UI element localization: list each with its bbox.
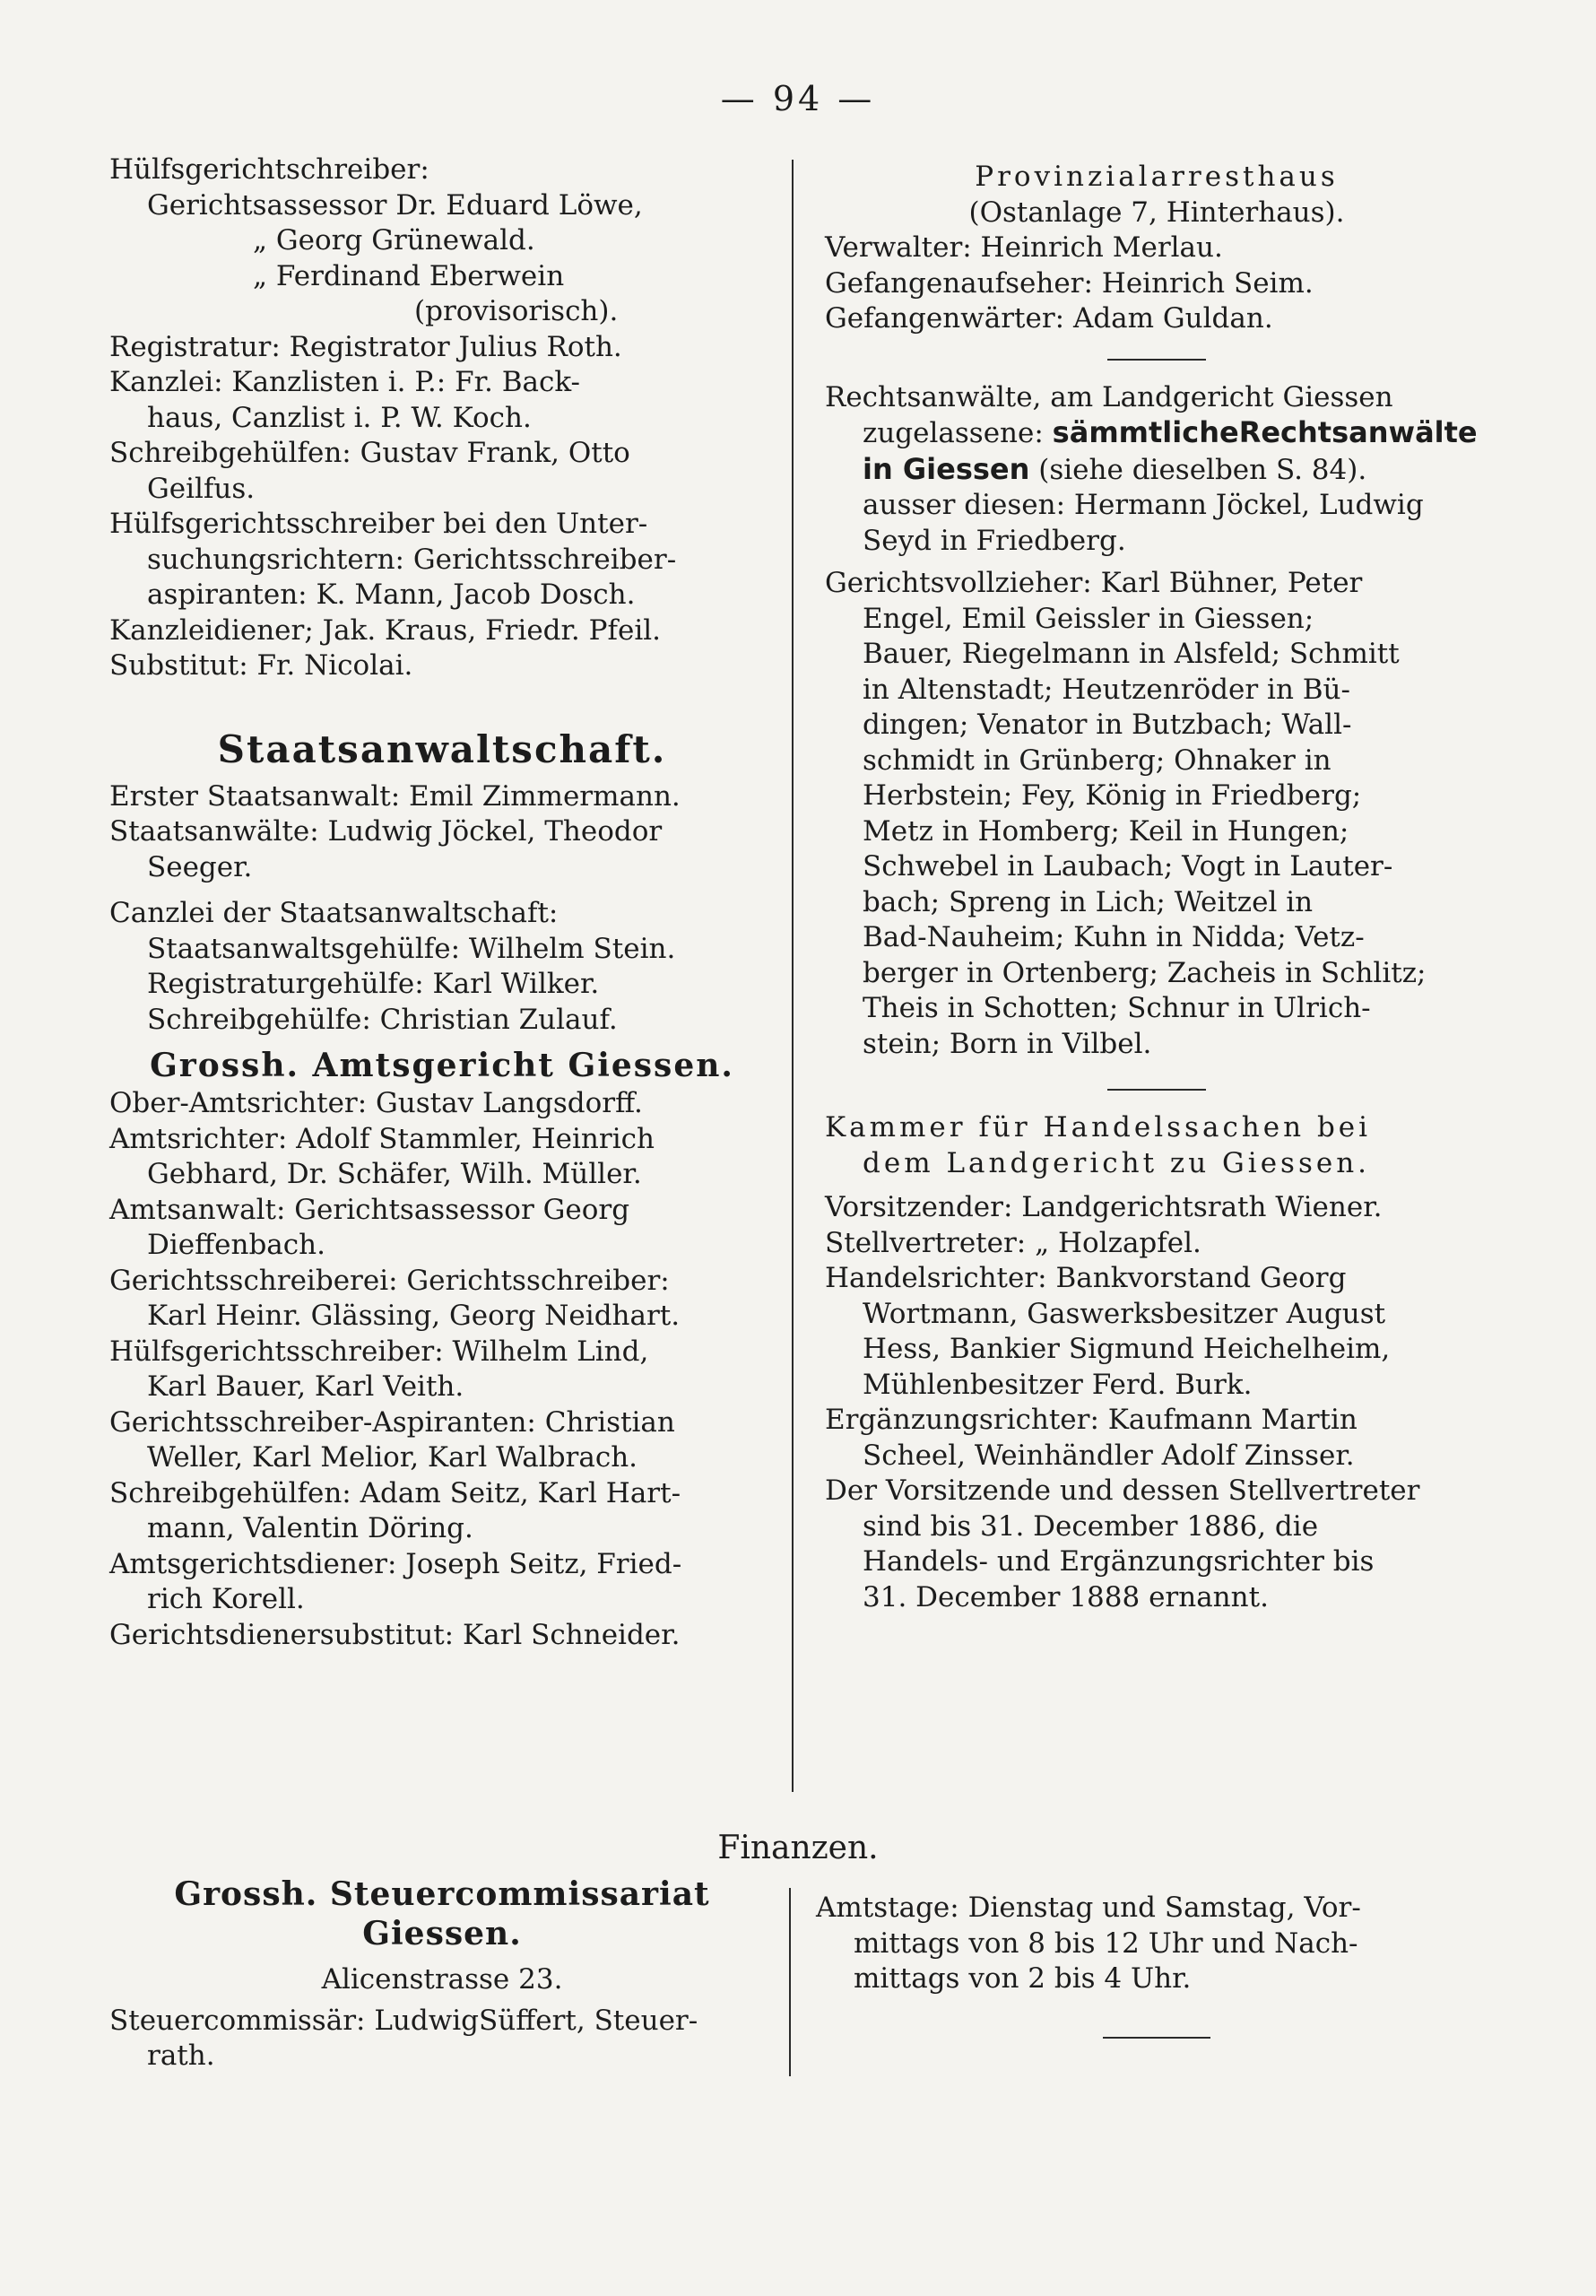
text-line: Hülfsgerichtsschreiber bei den Unter- — [109, 508, 648, 540]
text-line: Amtstage: Dienstag und Samstag, Vor- — [816, 1892, 1361, 1924]
text-line — [825, 452, 1488, 489]
text-line: suchungsrichtern: Gerichtsschreiber- — [147, 543, 677, 576]
bottom-right-block — [816, 1891, 1488, 2039]
text-line: Schreibgehülfe: Christian Zulauf. — [147, 1003, 618, 1036]
text-run: (siehe dieselben S. 84). — [1029, 453, 1367, 486]
text-run-bold: in Giessen — [863, 451, 1030, 486]
text-line: Erster Staatsanwalt: Emil Zimmermann. — [109, 779, 681, 813]
text-line: in Altenstadt; Heutzenröder in Bü- — [863, 673, 1350, 706]
text-line: Gebhard, Dr. Schäfer, Wilh. Müller. — [147, 1158, 642, 1190]
text-line: mann, Valentin Döring. — [147, 1512, 473, 1544]
text-line: Staatsanwaltsgehülfe: Wilhelm Stein. — [147, 932, 676, 965]
text-line: bach; Spreng in Lich; Weitzel in — [863, 885, 1314, 918]
text-line: Ober-Amtsrichter: Gustav Langsdorff. — [109, 1087, 643, 1119]
text-line: (provisorisch). — [414, 295, 619, 327]
text-line: Bauer, Riegelmann in Alsfeld; Schmitt — [863, 638, 1400, 670]
text-line: Substitut: Fr. Nicolai. — [109, 649, 413, 682]
text-run: zugelassene: — [863, 417, 1053, 449]
text-line: Verwalter: Heinrich Merlau. — [825, 231, 1223, 264]
bottom-left-block — [109, 1874, 775, 2074]
text-line: Gefangenwärter: Adam Guldan. — [825, 302, 1273, 335]
text-line: „ Ferdinand Eberwein — [253, 259, 565, 292]
text-line: Kanzlei: Kanzlisten i. P.: Fr. Back- — [109, 366, 581, 398]
text-line: Amtsgerichtsdiener: Joseph Seitz, Fried- — [109, 1547, 682, 1580]
text-line: Mühlenbesitzer Ferd. Burk. — [863, 1368, 1253, 1401]
right-column — [825, 160, 1488, 1615]
text-line: „ Georg Grünewald. — [253, 224, 535, 257]
text-line: rich Korell. — [147, 1583, 305, 1615]
section-heading-finanzen: Finanzen. — [717, 1830, 879, 1866]
text-line: ausser diesen: Hermann Jöckel, Ludwig — [863, 489, 1424, 521]
text-line: Wortmann, Gaswerksbesitzer August — [863, 1297, 1386, 1330]
text-line: Registratur: Registrator Julius Roth. — [109, 330, 622, 363]
text-line: Dieffenbach. — [147, 1229, 325, 1261]
text-line: Amtsrichter: Adolf Stammler, Heinrich — [109, 1122, 655, 1155]
column-divider — [792, 160, 794, 1792]
text-line: Schreibgehülfen: Adam Seitz, Karl Hart- — [109, 1476, 681, 1509]
text-run-bold: sämmtlicheRechtsanwälte — [1052, 415, 1478, 449]
text-line: haus, Canzlist i. P. W. Koch. — [147, 401, 532, 434]
text-line: Gerichtsvollzieher: Karl Bühner, Peter — [825, 567, 1363, 599]
page-number: — 94 — — [720, 79, 876, 118]
text-line: Amtsanwalt: Gerichtsassessor Georg — [109, 1193, 630, 1226]
text-line: (Ostanlage 7, Hinterhaus). — [968, 196, 1345, 229]
text-line: sind bis 31. December 1886, die — [863, 1509, 1319, 1543]
text-line: Vorsitzender: Landgerichtsrath Wiener. — [825, 1191, 1383, 1223]
address-line: Alicenstrasse 23. — [321, 1963, 563, 1996]
text-line: Schwebel in Laubach; Vogt in Lauter- — [863, 850, 1393, 883]
separator-rule — [1107, 359, 1206, 361]
section-heading-amtsgericht: Grossh. Amtsgericht Giessen. — [150, 1047, 734, 1084]
text-line: Handelsrichter: Bankvorstand Georg — [825, 1262, 1347, 1294]
text-line: Seeger. — [147, 850, 253, 883]
text-line: Gerichtsdienersubstitut: Karl Schneider. — [109, 1618, 681, 1651]
text-line: Staatsanwälte: Ludwig Jöckel, Theodor — [109, 815, 663, 848]
section-heading-staatsanwaltschaft: Staatsanwaltschaft. — [217, 726, 667, 771]
text-line: Scheel, Weinhändler Adolf Zinsser. — [863, 1439, 1355, 1472]
text-line: berger in Ortenberg; Zacheis in Schlitz; — [863, 956, 1427, 989]
text-line: Karl Heinr. Glässing, Georg Neidhart. — [147, 1300, 681, 1332]
section-heading-kammer: Kammer für Handelssachen bei — [825, 1111, 1372, 1144]
text-line: rath. — [147, 2039, 215, 2072]
text-line: Bad-Nauheim; Kuhn in Nidda; Vetz- — [863, 921, 1365, 953]
text-line: mittags von 2 bis 4 Uhr. — [854, 1962, 1192, 1995]
text-line: Schreibgehülfen: Gustav Frank, Otto — [109, 437, 630, 469]
text-line: Ergänzungsrichter: Kaufmann Martin — [825, 1404, 1357, 1436]
text-line: Rechtsanwälte, am Landgericht Giessen — [825, 380, 1393, 413]
text-line: Karl Bauer, Karl Veith. — [147, 1370, 464, 1403]
text-line: Seyd in Friedberg. — [863, 524, 1126, 557]
text-line: Gerichtsassessor Dr. Eduard Löwe, — [147, 188, 643, 222]
text-line: Hülfsgerichtsschreiber: Wilhelm Lind, — [109, 1335, 649, 1368]
text-line: schmidt in Grünberg; Ohnaker in — [863, 744, 1331, 777]
text-line: Metz in Homberg; Keil in Hungen; — [863, 814, 1349, 848]
text-line: 31. December 1888 ernannt. — [863, 1580, 1269, 1613]
section-heading-steuer-line2: Giessen. — [362, 1915, 522, 1952]
text-line — [825, 415, 1488, 452]
text-line: Gerichtsschreiber-Aspiranten: Christian — [109, 1405, 675, 1439]
text-line: aspiranten: K. Mann, Jacob Dosch. — [147, 578, 636, 611]
text-line: Hess, Bankier Sigmund Heichelheim, — [863, 1333, 1391, 1365]
separator-rule — [1103, 2037, 1210, 2039]
section-heading-arresthaus: Provinzialarresthaus — [975, 161, 1339, 193]
text-line: Kanzleidiener; Jak. Kraus, Friedr. Pfeil. — [109, 613, 662, 647]
text-line: Registraturgehülfe: Karl Wilker. — [147, 968, 600, 1000]
text-line: mittags von 8 bis 12 Uhr und Nach- — [854, 1926, 1358, 1960]
text-line: Theis in Schotten; Schnur in Ulrich- — [863, 992, 1371, 1024]
column-divider-bottom — [789, 1888, 791, 2076]
section-heading-kammer-line2: dem Landgericht zu Giessen. — [863, 1146, 1371, 1179]
text-line: Gefangenaufseher: Heinrich Seim. — [825, 266, 1314, 300]
text-line: Herbstein; Fey, König in Friedberg; — [863, 779, 1362, 812]
text-line: Geilfus. — [147, 472, 256, 505]
text-line: Handels- und Ergänzungsrichter bis — [863, 1545, 1375, 1578]
left-column — [109, 152, 775, 1653]
text-line: Gerichtsschreiberei: Gerichtsschreiber: — [109, 1264, 670, 1297]
text-line: Stellvertreter: „ Holzapfel. — [825, 1226, 1201, 1259]
text-line: Steuercommissär: LudwigSüffert, Steuer- — [109, 2004, 698, 2037]
text-line: stein; Born in Vilbel. — [863, 1027, 1152, 1060]
text-line: Engel, Emil Geissler in Giessen; — [863, 602, 1314, 635]
text-line: Hülfsgerichtschreiber: — [109, 153, 429, 186]
section-heading-steuer: Grossh. Steuercommissariat — [174, 1875, 710, 1913]
text-line: Canzlei der Staatsanwaltschaft: — [109, 897, 559, 929]
separator-rule — [1107, 1089, 1206, 1091]
text-line: Der Vorsitzende und dessen Stellvertreter — [825, 1474, 1420, 1507]
text-line: dingen; Venator in Butzbach; Wall- — [863, 709, 1352, 741]
text-line: Weller, Karl Melior, Karl Walbrach. — [147, 1441, 638, 1474]
